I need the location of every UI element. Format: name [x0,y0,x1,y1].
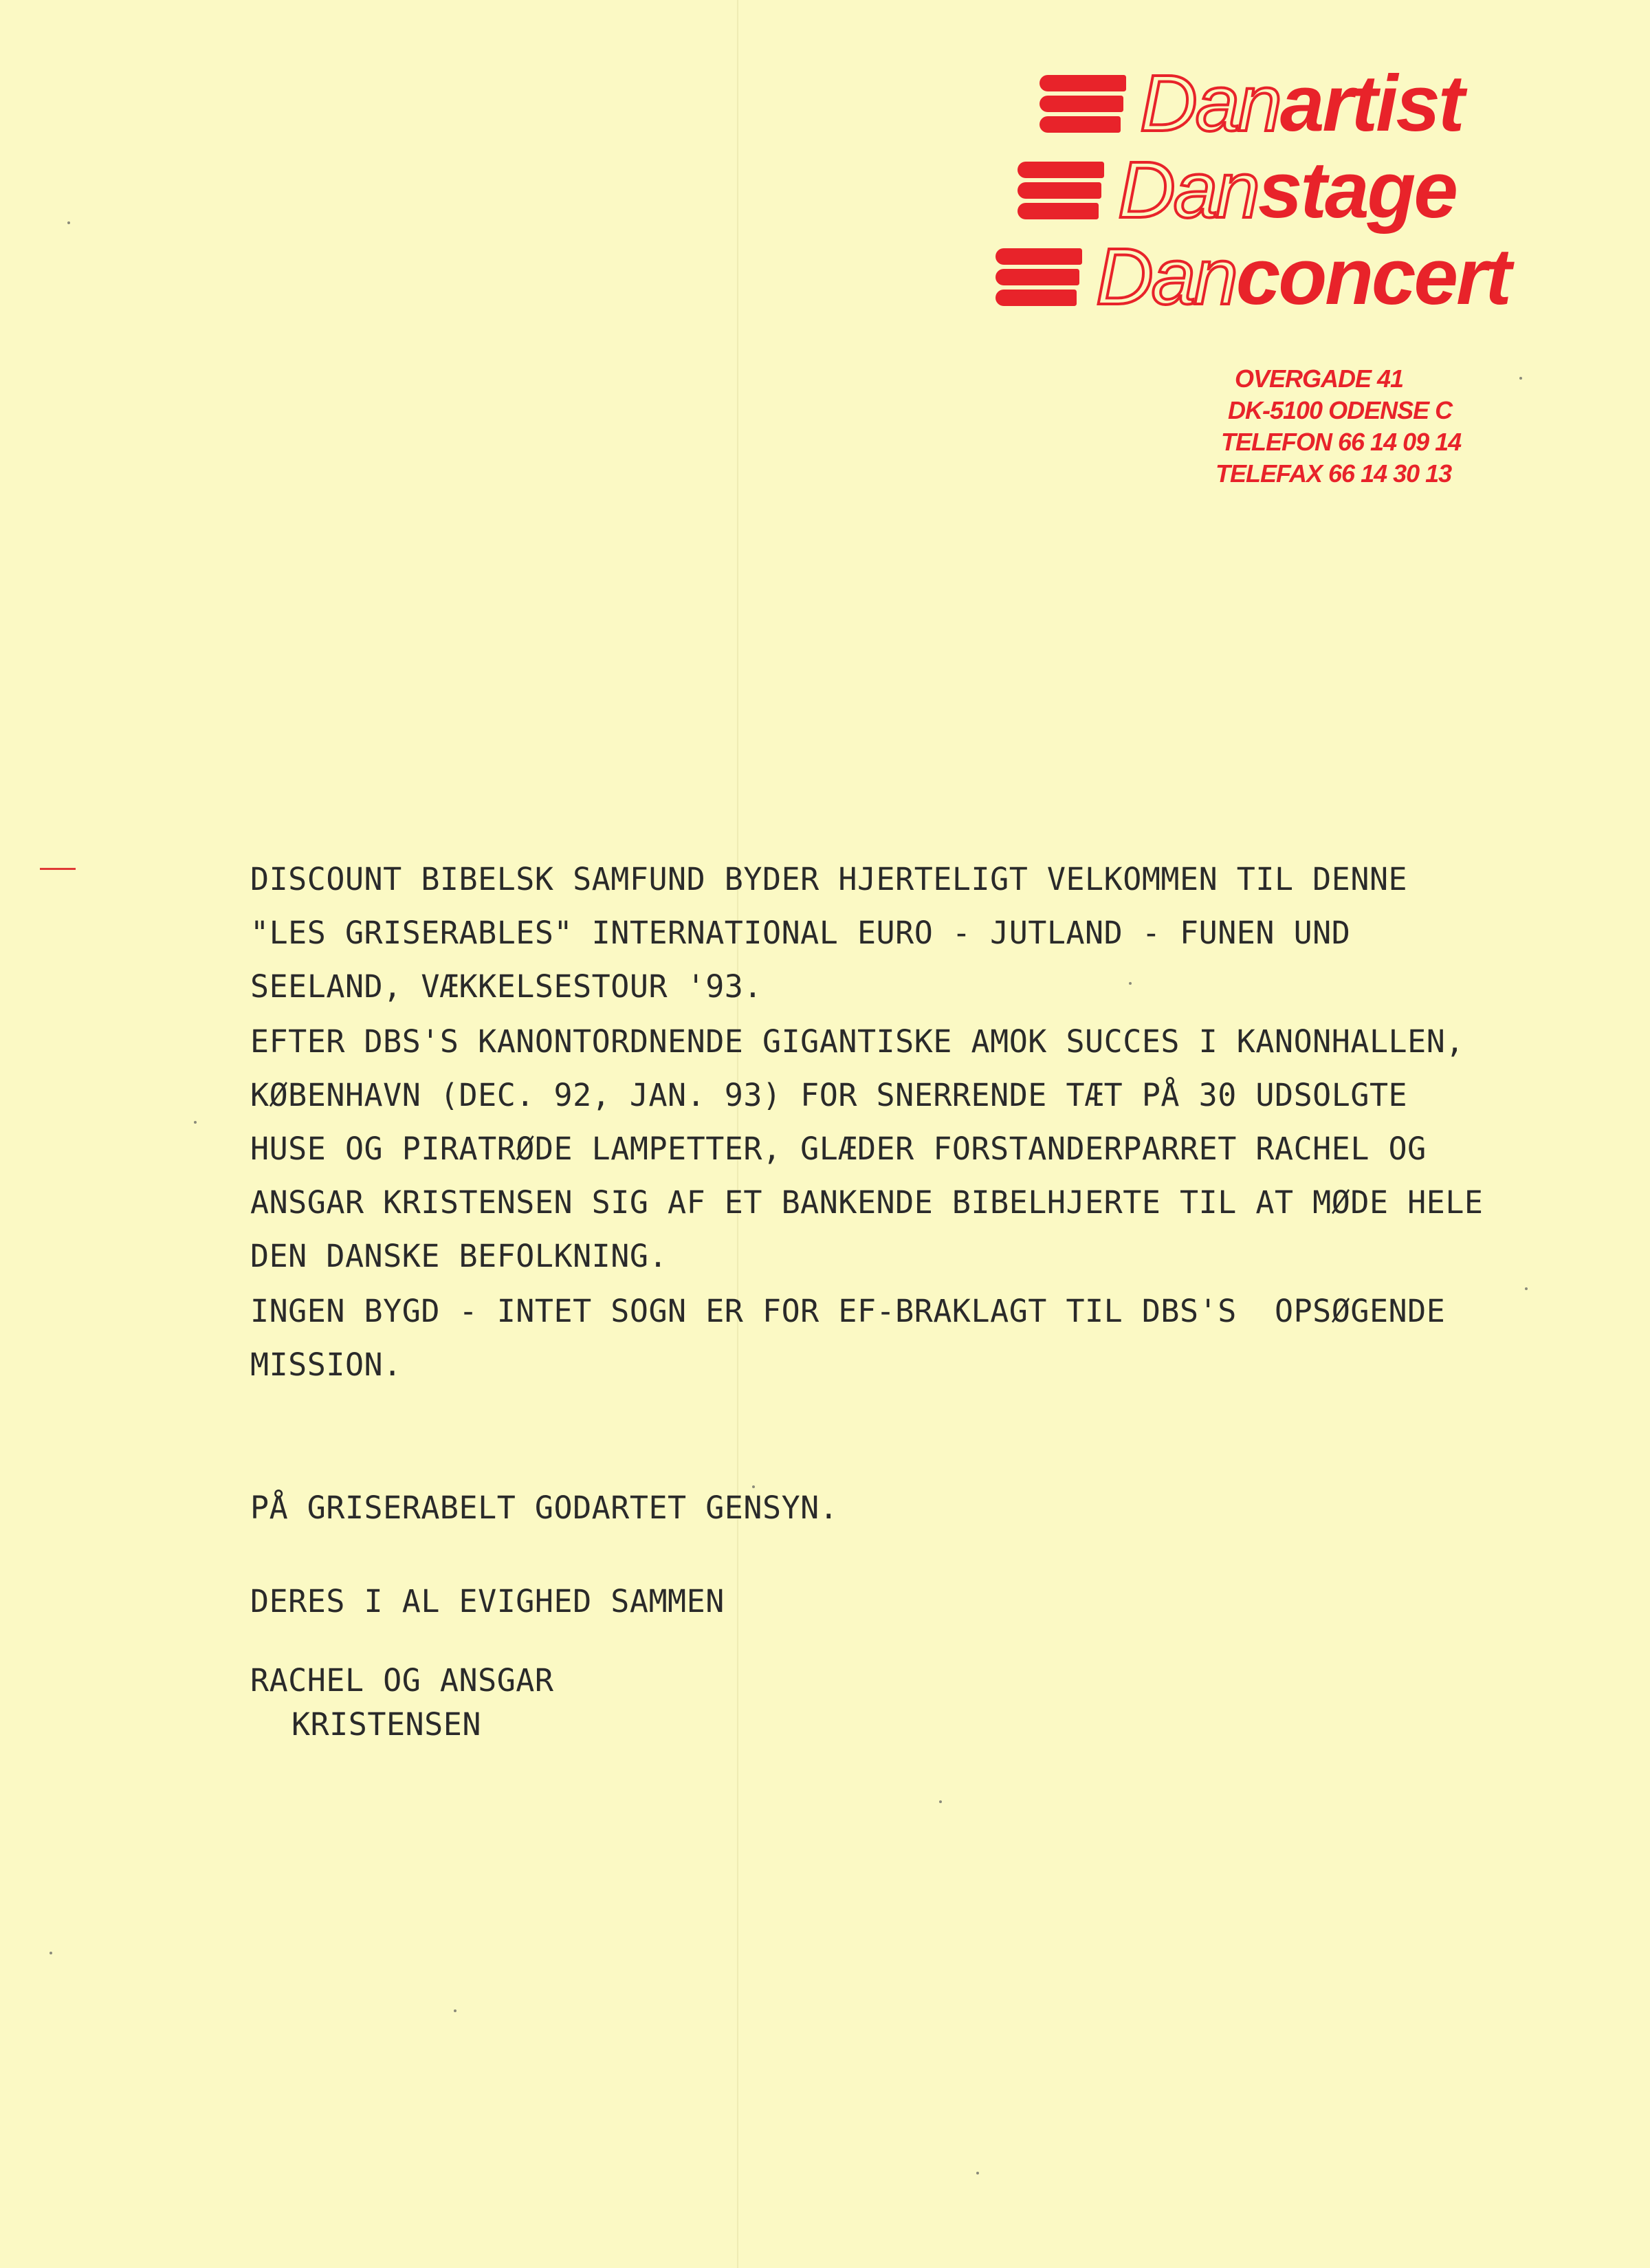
paper-speck [454,2009,456,2012]
logo-stripes-icon [1040,69,1143,137]
logo-line-danartist [1040,58,1463,148]
text-line: KØBENHAVN (DEC. 92, JAN. 93) FOR SNERRENDE TÆT PÅ 30 UDSOLGTE [250,1077,1408,1113]
address-street: OVERGADE 41 [1235,364,1404,393]
paper-speck [67,221,70,224]
text-line: HUSE OG PIRATRØDE LAMPETTER, GLÆDER FORSTANDERPARRET RACHEL OG [250,1131,1427,1167]
signature [250,1659,1612,1747]
paper-speck [194,1121,197,1124]
text-line: DEN DANSKE BEFOLKNING. [250,1238,668,1274]
text-line: MISSION. [250,1346,402,1383]
punch-mark [40,868,76,870]
company-address [1216,363,1532,490]
logo-suffix: artist [1279,58,1463,148]
paper-speck [50,1952,52,1954]
closing: DERES I AL EVIGHED SAMMEN [250,1583,725,1620]
signature-names: RACHEL OG ANSGAR [250,1662,554,1699]
company-logo [990,58,1595,329]
address-postal: DK-5100 ODENSE C [1228,396,1453,424]
letter-body [250,853,1612,1747]
address-phone: TELEFON 66 14 09 14 [1221,428,1462,456]
logo-prefix: Dan [1096,232,1236,321]
logo-line-danstage [1018,145,1456,235]
logo-prefix: Dan [1140,58,1280,148]
logo-prefix: Dan [1118,145,1258,235]
text-line: SEELAND, VÆKKELSESTOUR '93. [250,968,762,1005]
paragraph-success [250,1015,1612,1283]
paragraph-intro [250,853,1612,1014]
logo-stripes-icon [1018,156,1121,223]
paragraph-mission [250,1285,1612,1392]
text-line: "LES GRISERABLES" INTERNATIONAL EURO - JUTLAND - FUNEN UND [250,915,1351,951]
signature-surname: KRISTENSEN [292,1706,481,1743]
logo-suffix: concert [1235,232,1510,321]
logo-line-danconcert [996,234,1510,319]
text-line: DISCOUNT BIBELSK SAMFUND BYDER HJERTELIGT VELKOMMEN TIL DENNE [250,861,1408,897]
logo-stripes-icon [996,243,1099,310]
text-line: INGEN BYGD - INTET SOGN ER FOR EF-BRAKLAGT TIL DBS'S OPSØGENDE [250,1293,1446,1329]
paper-speck [976,2172,979,2174]
paper-speck [939,1800,942,1803]
greeting: PÅ GRISERABELT GODARTET GENSYN. [250,1490,839,1526]
address-fax: TELEFAX 66 14 30 13 [1216,459,1452,488]
logo-suffix: stage [1257,145,1456,235]
text-line: ANSGAR KRISTENSEN SIG AF ET BANKENDE BIBELHJERTE TIL AT MØDE HELE [250,1184,1484,1221]
text-line: EFTER DBS'S KANONTORDNENDE GIGANTISKE AMOK SUCCES I KANONHALLEN, [250,1023,1464,1060]
